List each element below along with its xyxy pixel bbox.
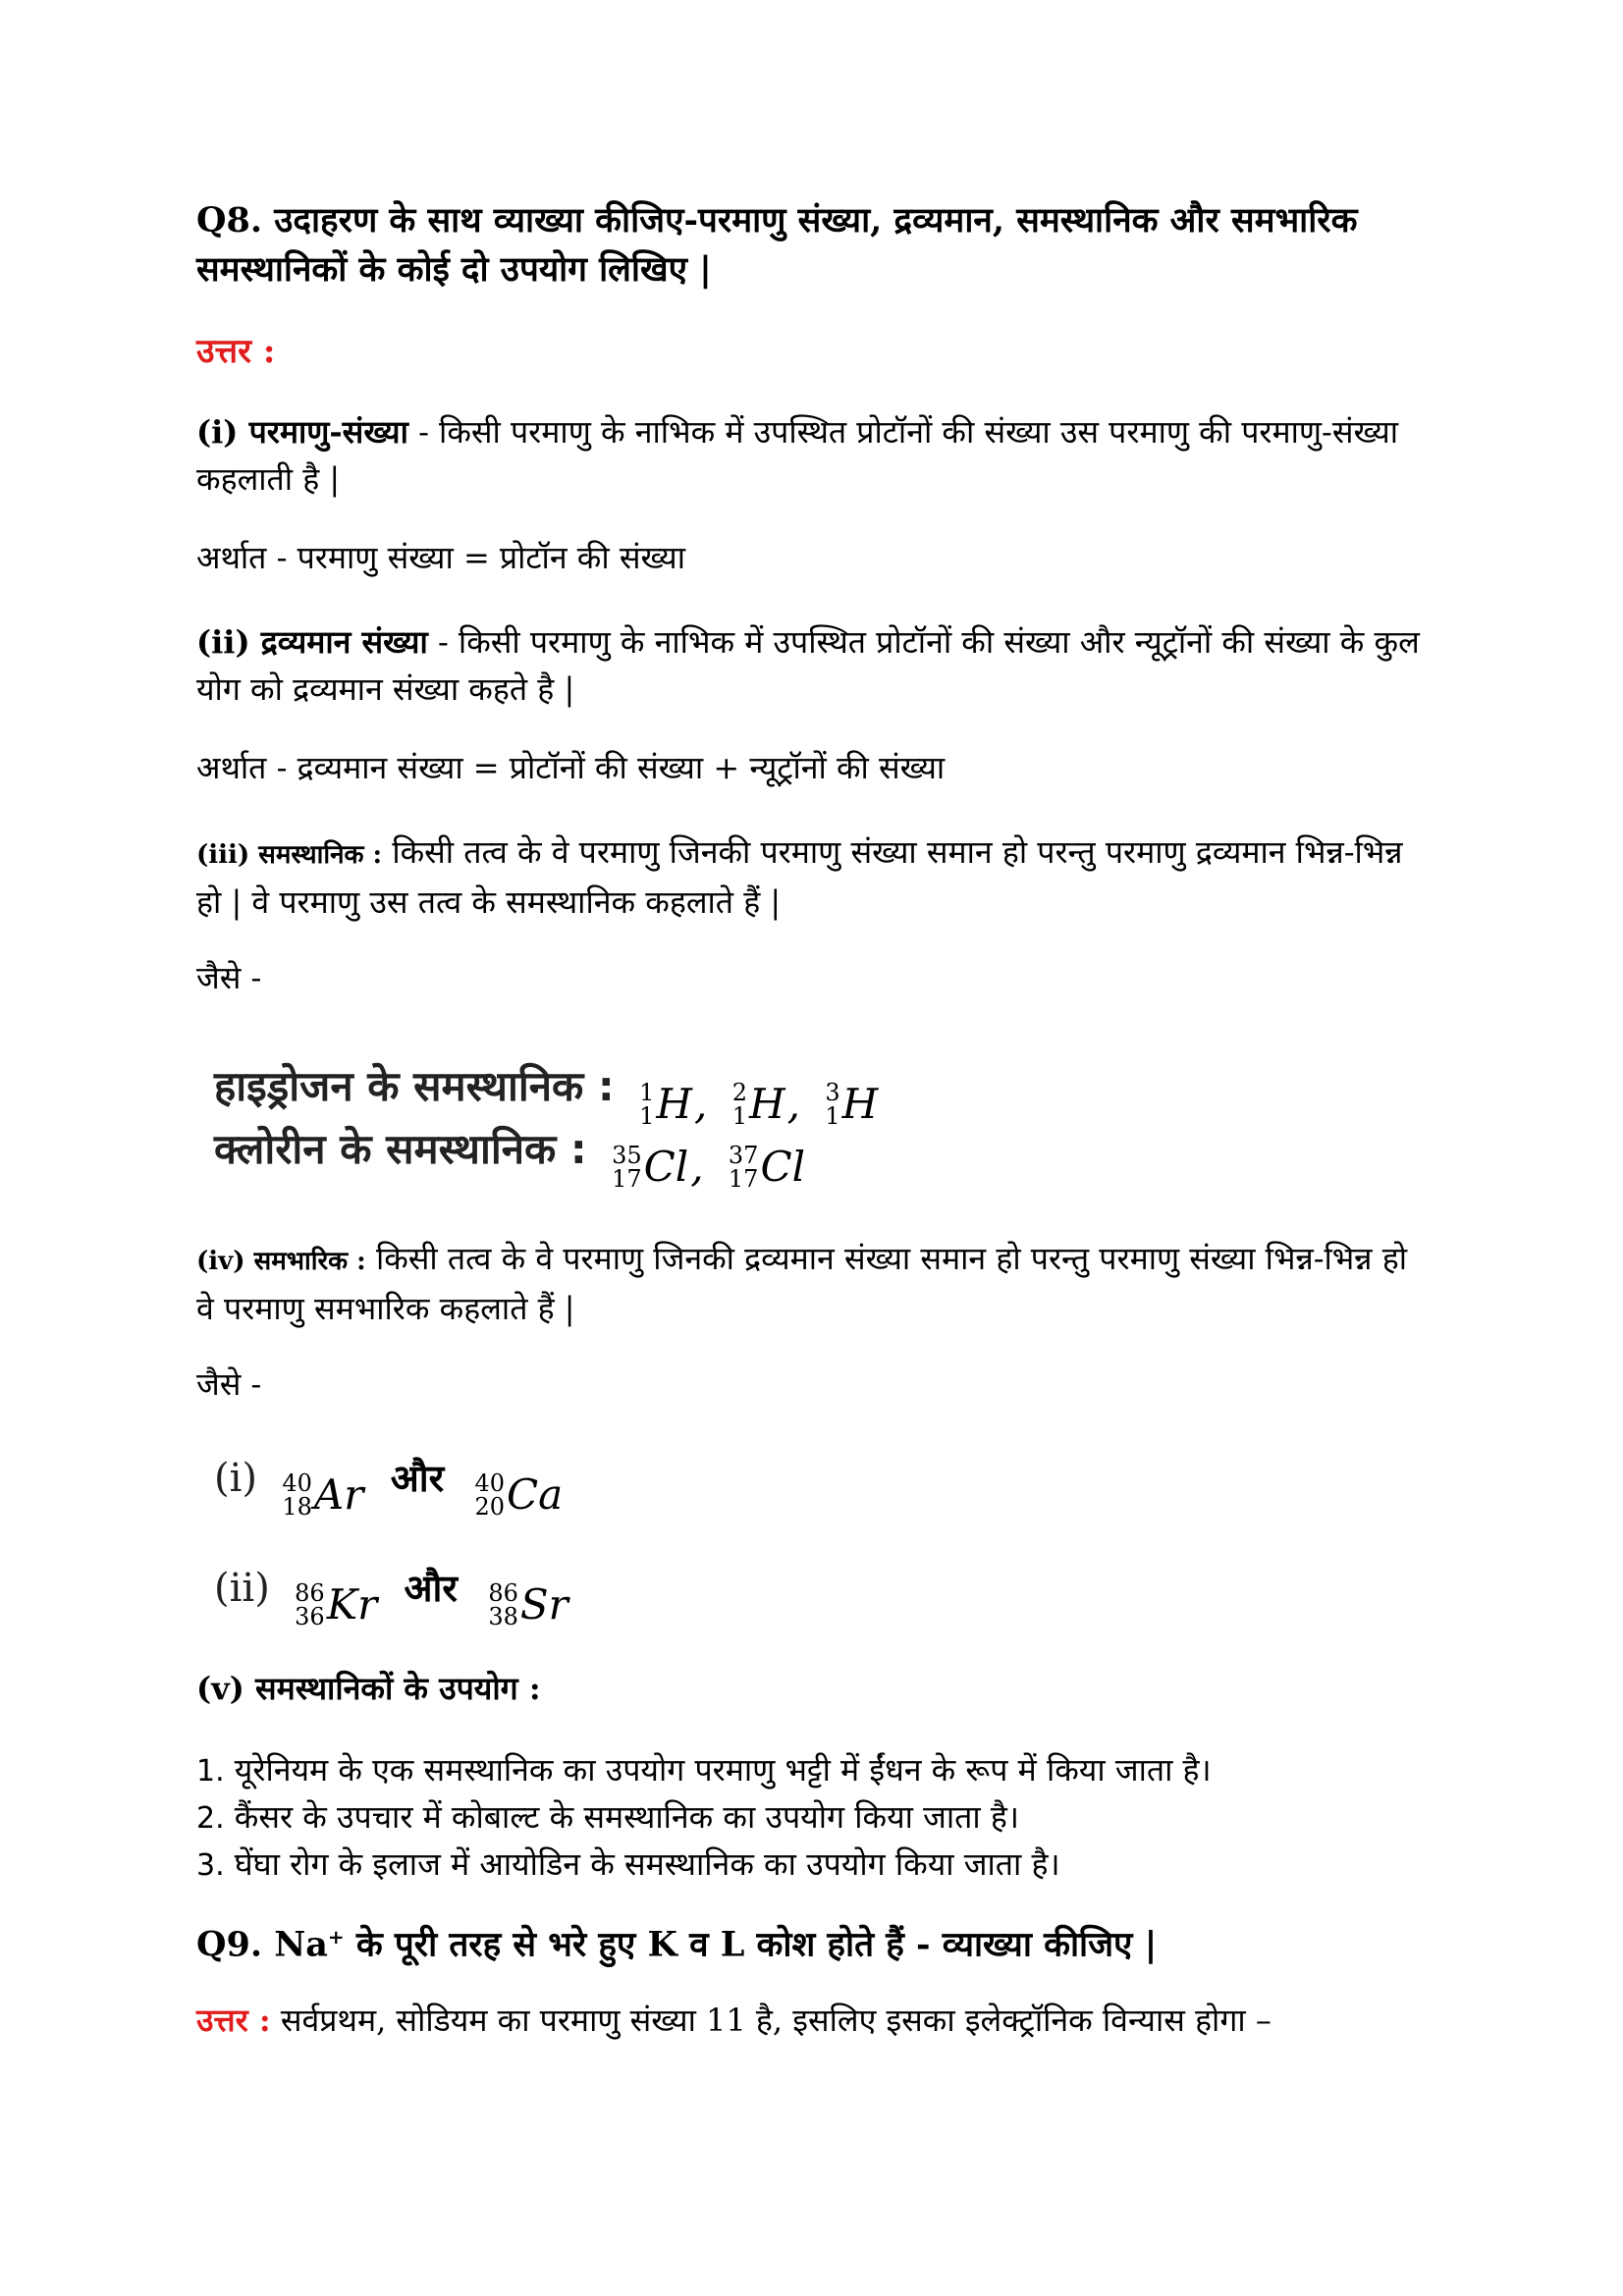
isobar-pair-1: [214, 1447, 563, 1525]
atomic-number-term: (i) परमाणु-संख्या: [196, 413, 408, 451]
isobar-text: किसी तत्व के वे परमाणु जिनकी द्रव्यमान संख्या समान हो परन्तु परमाणु संख्या भिन्न-भिन्न हो वे परमाणु समभारिक कहलाते हैं |: [196, 1240, 1407, 1327]
atomic-number-text: - किसी परमाणु के नाभिक में उपस्थित प्रोटॉनों की संख्या उस परमाणु की परमाणु-संख्या कहलाती है |: [196, 413, 1399, 498]
question-9-superscript: +: [327, 1925, 345, 1949]
list-item: 3. घेंघा रोग के इलाज में आयोडिन के समस्थानिक का उपयोग किया जाता है।: [196, 1845, 1060, 1883]
answer-label: [196, 328, 1434, 375]
isobar-definition: [196, 1235, 1434, 1332]
hydrogen-isotopes-label: हाइड्रोजन के समस्थानिक :: [214, 1062, 615, 1110]
atomic-number-relation: अर्थात - परमाणु संख्या = प्रोटॉन की संख्या: [196, 539, 686, 576]
question-9-text: के पूरी तरह से भरे हुए K व L कोश होते हैं - व्याख्या कीजिए |: [344, 1924, 1158, 1965]
question-9-prefix: Q9. Na: [196, 1924, 328, 1965]
isotope-uses-list: [196, 1747, 1434, 1889]
isotope-example-label: जैसे -: [196, 959, 262, 996]
isotope-text: किसी तत्व के वे परमाणु जिनकी परमाणु संख्या समान हो परन्तु परमाणु द्रव्यमान भिन्न-भिन्न हो | वे परमाणु उस तत्व के समस्थानिक कहलाते हैं |: [196, 833, 1403, 921]
isotope-h3: 3 1 H: [825, 1079, 879, 1130]
mass-number-relation: अर्थात - द्रव्यमान संख्या = प्रोटॉनों की संख्या + न्यूट्रॉनों की संख्या: [196, 749, 946, 786]
isobar-pair-2: [214, 1557, 568, 1635]
mass-number-definition: [196, 618, 1434, 713]
isotope-uses-heading: [196, 1665, 1434, 1712]
isotope-h2: 2 1 H ,: [731, 1079, 800, 1130]
isotope-cl35: 35 17 Cl ,: [612, 1142, 704, 1193]
isotope-h1: 1 1 H ,: [639, 1079, 708, 1130]
isobar-pair-2-conjunction: और: [404, 1567, 458, 1610]
isobar-pair-2-number: (ii): [214, 1566, 270, 1611]
question-9: [196, 1912, 1434, 1970]
question-9-answer: [196, 1997, 1434, 2044]
question-8-line-2: समस्थानिकों के कोई दो उपयोग लिखिए |: [196, 249, 712, 290]
answer-label-text: उत्तर :: [196, 332, 276, 371]
isobar-ar40: 40 18 Ar: [282, 1469, 364, 1521]
isobar-kr86: 86 36 Kr: [295, 1579, 378, 1630]
isotope-uses-heading-text: (v) समस्थानिकों के उपयोग :: [196, 1670, 541, 1707]
question-8: [196, 196, 1434, 294]
list-item: 1. यूरेनियम के एक समस्थानिक का उपयोग परमाणु भट्टी में ईंधन के रूप में किया जाता है।: [196, 1751, 1212, 1789]
isobar-example-label: जैसे -: [196, 1365, 262, 1403]
question-8-line-1: Q8. उदाहरण के साथ व्याख्या कीजिए-परमाणु संख्या, द्रव्यमान, समस्थानिक और समभारिक: [196, 200, 1358, 240]
question-9-answer-text: सर्वप्रथम, सोडियम का परमाणु संख्या 11 है, इसलिए इसका इलेक्ट्रॉनिक विन्यास होगा –: [270, 2002, 1271, 2039]
isotope-term: (iii) समस्थानिक :: [196, 840, 383, 870]
isobar-sr86: 86 38 Sr: [488, 1579, 568, 1630]
list-item: 2. कैंसर के उपचार में कोबाल्ट के समस्थानिक का उपयोग किया जाता है।: [196, 1798, 1019, 1836]
isobar-pair-1-conjunction: और: [390, 1457, 445, 1500]
mass-number-term: (ii) द्रव्यमान संख्या: [196, 623, 428, 661]
atomic-number-definition: [196, 408, 1434, 503]
isobar-pair-1-number: (i): [214, 1456, 258, 1501]
question-9-answer-label: उत्तर :: [196, 2002, 271, 2039]
chlorine-isotopes-label: क्लोरीन के समस्थानिक :: [214, 1125, 587, 1173]
isobar-ca40: 40 20 Ca: [474, 1469, 564, 1521]
mass-number-text: - किसी परमाणु के नाभिक में उपस्थित प्रोटॉनों की संख्या और न्यूट्रॉनों की संख्या के कुल योग को द्रव्यमान संख्या कहते है |: [196, 623, 1420, 708]
isotope-cl37: 37 17 Cl: [728, 1142, 806, 1193]
isotope-definition: [196, 828, 1434, 926]
isobar-term: (iv) समभारिक :: [196, 1247, 366, 1276]
chlorine-isotopes: [214, 1119, 807, 1198]
